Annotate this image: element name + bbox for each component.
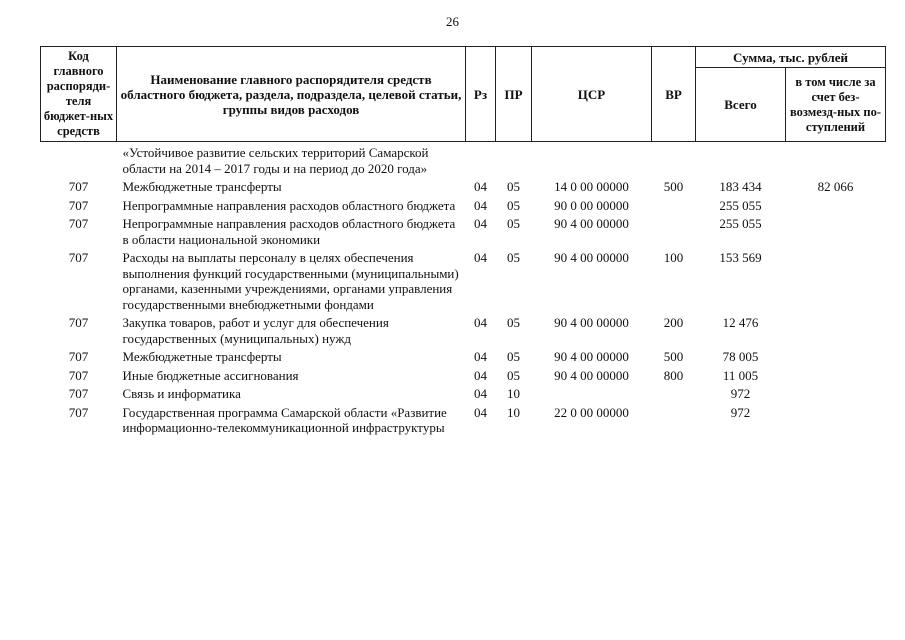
cell-free: 82 066 bbox=[817, 179, 854, 194]
cell-code: 707 bbox=[68, 349, 89, 364]
cell-pr: 05 bbox=[507, 315, 520, 330]
cell-vr bbox=[652, 383, 696, 402]
cell-total: 255 055 bbox=[719, 216, 762, 231]
cell-rz: 04 bbox=[474, 404, 487, 420]
header-rz: Рз bbox=[466, 47, 496, 142]
cell-total: 972 bbox=[730, 386, 751, 401]
cell-free bbox=[786, 346, 886, 365]
cell-total: 183 434 bbox=[719, 179, 762, 194]
cell-rz: 04 bbox=[474, 179, 487, 194]
cell-total: 255 055 bbox=[719, 197, 762, 213]
cell-total: 972 bbox=[730, 404, 751, 420]
cell-name: Межбюджетные трансферты bbox=[122, 179, 282, 194]
table-body bbox=[41, 142, 886, 436]
cell-rz: 04 bbox=[474, 386, 487, 401]
cell-csr: 90 4 00 00000 bbox=[554, 367, 629, 383]
cell-code: 707 bbox=[68, 404, 89, 420]
page-number: 26 bbox=[446, 14, 459, 29]
header-sum: Сумма, тыс. рублей bbox=[696, 47, 886, 68]
cell-name: Расходы на выплаты персоналу в целях обеспечения выполнения функций государственными (муниципальными) органами, казенными учреждениями, органами управления государственными внебюджетными фондами bbox=[122, 250, 459, 312]
cell-pr: 05 bbox=[507, 179, 520, 194]
cell-csr: 90 4 00 00000 bbox=[554, 216, 629, 231]
cell-vr bbox=[652, 195, 696, 214]
cell-csr: 90 4 00 00000 bbox=[554, 315, 629, 330]
cell-rz: 04 bbox=[474, 315, 487, 330]
cell-csr: 22 0 00 00000 bbox=[554, 404, 629, 420]
cell-code: 707 bbox=[68, 216, 89, 231]
cell-csr bbox=[532, 383, 652, 402]
header-total: Всего bbox=[696, 68, 786, 142]
cell-total: 153 569 bbox=[719, 250, 762, 265]
cell-total: 12 476 bbox=[722, 315, 759, 330]
cell-vr bbox=[652, 402, 696, 436]
cell-vr: 200 bbox=[663, 315, 684, 330]
cell-name: Межбюджетные трансферты bbox=[122, 349, 282, 364]
cell-pr: 10 bbox=[507, 404, 520, 420]
table-row bbox=[41, 195, 886, 214]
header-code: Код главного распоряди-теля бюджет-ных средств bbox=[41, 47, 117, 142]
cell-vr: 500 bbox=[663, 179, 684, 194]
cell-name: Иные бюджетные ассигнования bbox=[122, 367, 299, 383]
cell-code: 707 bbox=[68, 179, 89, 194]
cell-name: Непрограммные направления расходов областного бюджета bbox=[122, 197, 456, 213]
cell-total: 11 005 bbox=[722, 367, 759, 383]
table-row bbox=[41, 312, 886, 346]
table-row bbox=[41, 346, 886, 365]
table-row bbox=[41, 176, 886, 195]
table-row bbox=[41, 365, 886, 384]
cell-vr: 100 bbox=[663, 250, 684, 265]
cell-code: 707 bbox=[68, 197, 89, 213]
cell-rz: 04 bbox=[474, 349, 487, 364]
cell-free bbox=[786, 365, 886, 384]
cell-rz: 04 bbox=[474, 216, 487, 231]
cell-vr: 500 bbox=[663, 349, 684, 364]
cell-name: Государственная программа Самарской области «Развитие информационно-телекоммуникационной инфраструктуры bbox=[122, 404, 447, 435]
cell-code: 707 bbox=[68, 367, 89, 383]
cell-pr: 05 bbox=[507, 250, 520, 265]
cell-free bbox=[786, 247, 886, 312]
table-header bbox=[41, 47, 886, 142]
cell-pr: 05 bbox=[507, 349, 520, 364]
cell-code: 707 bbox=[68, 386, 89, 401]
cell-name: Непрограммные направления расходов областного бюджета в области национальной экономики bbox=[122, 216, 456, 247]
budget-table bbox=[40, 46, 886, 436]
cell-pr: 05 bbox=[507, 216, 520, 231]
cell-name: Закупка товаров, работ и услуг для обеспечения государственных (муниципальных) нужд bbox=[122, 315, 389, 346]
table-row bbox=[41, 402, 886, 436]
cell-code: 707 bbox=[68, 250, 89, 265]
cell-vr bbox=[652, 213, 696, 247]
cell-pr: 10 bbox=[507, 386, 520, 401]
continuation-text: «Устойчивое развитие сельских территорий Самарской области на 2014 – 2017 годы и на период до 2020 года» bbox=[122, 145, 429, 176]
cell-pr: 05 bbox=[507, 367, 520, 383]
cell-code: 707 bbox=[68, 315, 89, 330]
cell-rz: 04 bbox=[474, 250, 487, 265]
cell-free bbox=[786, 213, 886, 247]
header-csr: ЦСР bbox=[532, 47, 652, 142]
cell-free bbox=[786, 402, 886, 436]
cell-csr: 90 0 00 00000 bbox=[554, 197, 629, 213]
cell-csr: 90 4 00 00000 bbox=[554, 349, 629, 364]
table-row bbox=[41, 247, 886, 312]
cell-vr: 800 bbox=[663, 367, 684, 383]
cell-rz: 04 bbox=[474, 367, 487, 383]
table-row bbox=[41, 213, 886, 247]
cell-csr: 14 0 00 00000 bbox=[554, 179, 629, 194]
cell-free bbox=[786, 383, 886, 402]
header-name: Наименование главного распорядителя средств областного бюджета, раздела, подраздела, целевой статьи, группы видов расходов bbox=[117, 47, 466, 142]
header-pr: ПР bbox=[496, 47, 532, 142]
cell-rz: 04 bbox=[474, 197, 487, 213]
header-free: в том числе за счет без-возмезд-ных по-ступлений bbox=[786, 68, 886, 142]
cell-free bbox=[786, 195, 886, 214]
continuation-row bbox=[41, 142, 886, 177]
cell-pr: 05 bbox=[507, 197, 520, 213]
header-vr: ВР bbox=[652, 47, 696, 142]
cell-csr: 90 4 00 00000 bbox=[554, 250, 629, 265]
cell-free bbox=[786, 312, 886, 346]
table-row bbox=[41, 383, 886, 402]
cell-name: Связь и информатика bbox=[122, 386, 241, 401]
cell-total: 78 005 bbox=[722, 349, 759, 364]
